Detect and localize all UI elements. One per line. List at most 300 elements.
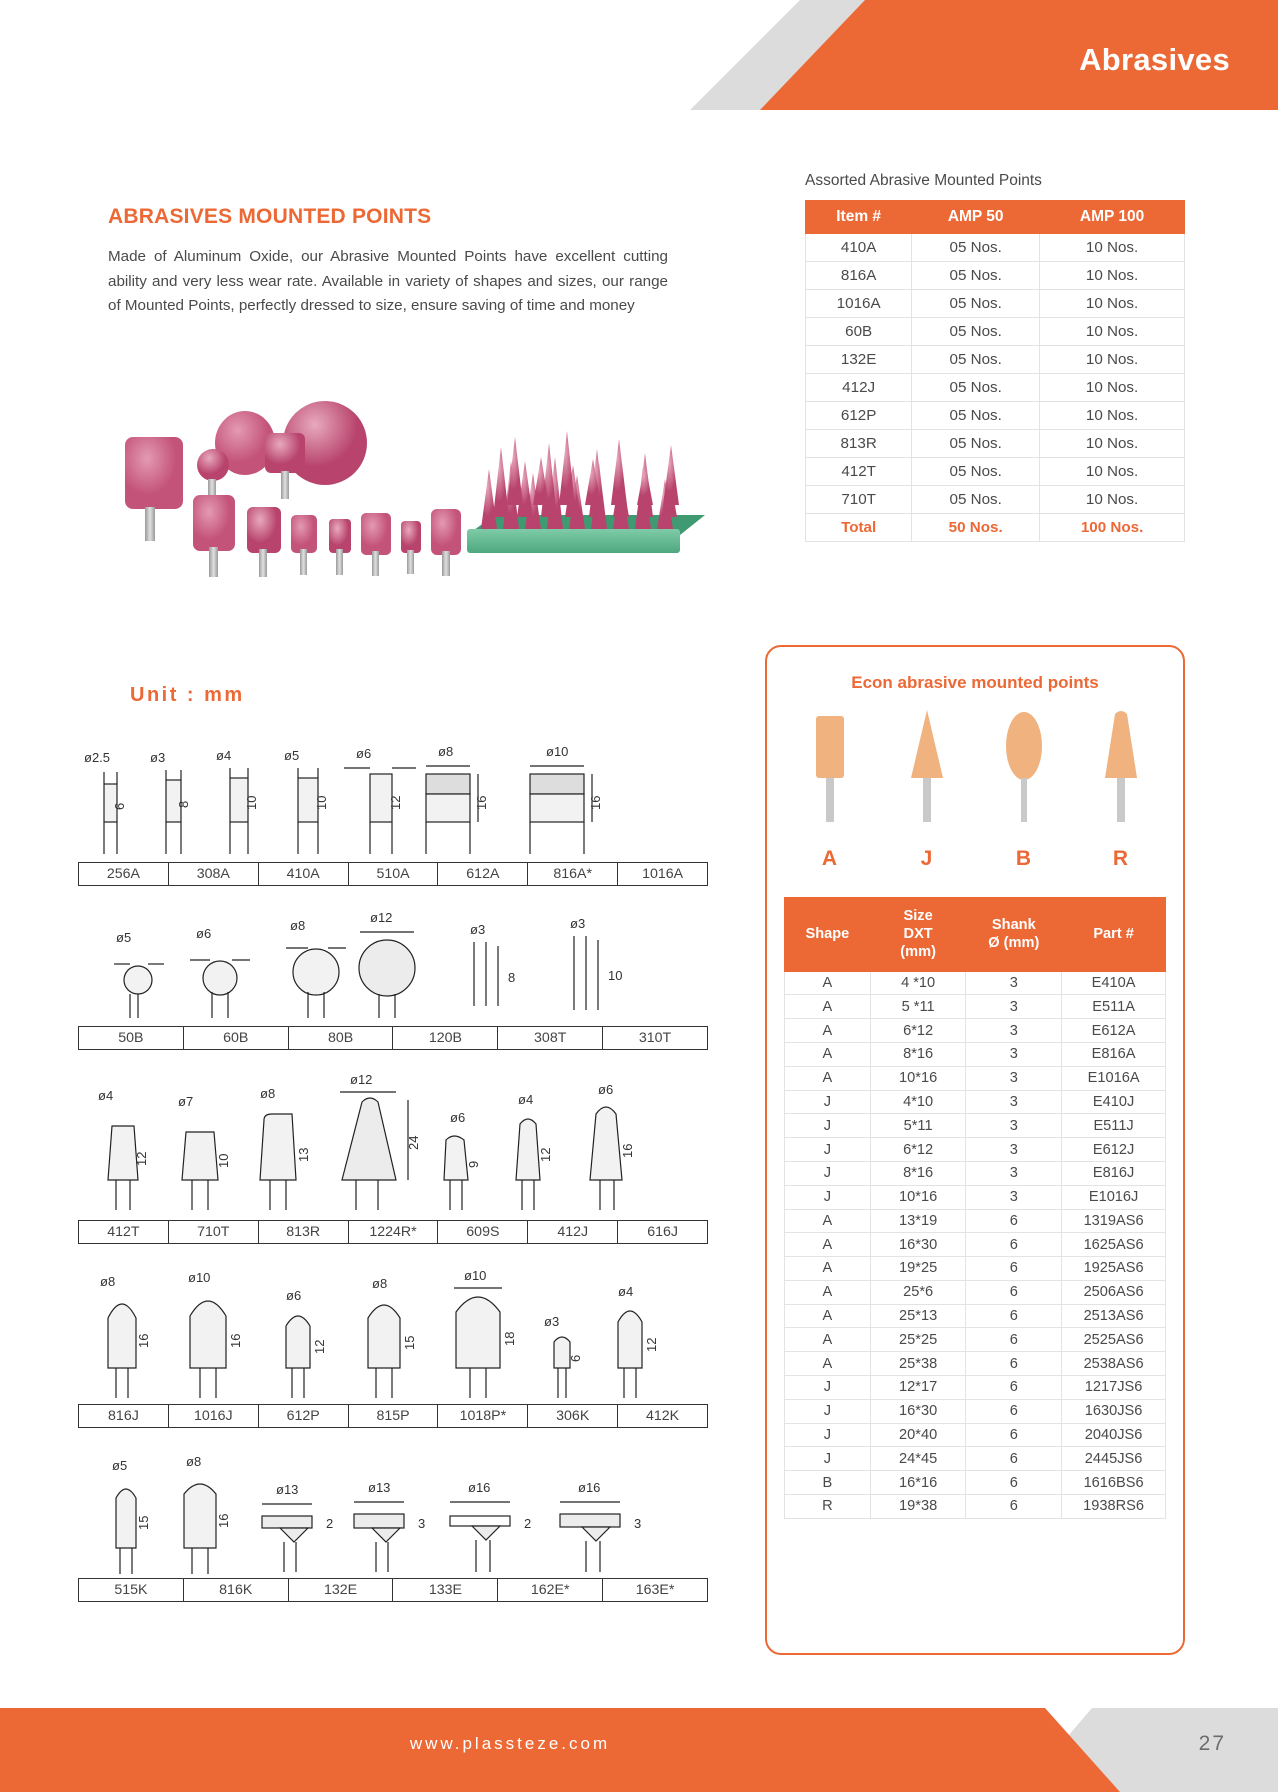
svg-text:ø4: ø4 <box>518 1092 534 1107</box>
svg-text:ø10: ø10 <box>546 744 569 759</box>
shape-cell: A <box>785 971 871 995</box>
column-header-amp50: AMP 50 <box>912 201 1040 234</box>
item-cell: 612P <box>806 402 912 430</box>
part-label: 132E <box>288 1578 393 1602</box>
part-cell: 1217JS6 <box>1062 1375 1166 1399</box>
drawing-row-2 <box>78 906 708 1050</box>
econ-shape-b <box>984 708 1064 871</box>
table-row <box>785 971 1166 995</box>
part-label: 308T <box>497 1026 602 1050</box>
svg-text:6: 6 <box>568 1354 583 1362</box>
shape-cell: A <box>785 1019 871 1043</box>
drawing-row-4-labels <box>78 1404 708 1428</box>
econ-shape-a <box>790 708 870 871</box>
svg-text:3: 3 <box>418 1516 426 1531</box>
svg-text:12: 12 <box>388 795 403 810</box>
part-label: 410A <box>258 862 348 886</box>
table-row <box>806 346 1185 374</box>
shank-cell: 3 <box>966 1090 1062 1114</box>
table-row <box>806 430 1185 458</box>
part-cell: E410J <box>1062 1090 1166 1114</box>
part-label: 256A <box>78 862 168 886</box>
part-cell: 1938RS6 <box>1062 1494 1166 1518</box>
svg-text:ø4: ø4 <box>216 748 232 763</box>
item-cell: 813R <box>806 430 912 458</box>
table-row <box>806 262 1185 290</box>
svg-text:16: 16 <box>216 1513 231 1528</box>
table-row <box>785 1494 1166 1518</box>
shape-cell: A <box>785 1328 871 1352</box>
svg-text:ø13: ø13 <box>276 1482 299 1497</box>
table-row <box>785 1043 1166 1067</box>
svg-text:ø13: ø13 <box>368 1480 391 1495</box>
part-label: 510A <box>348 862 438 886</box>
part-label: 515K <box>78 1578 183 1602</box>
amp50-cell: 05 Nos. <box>912 262 1040 290</box>
part-cell: E612A <box>1062 1019 1166 1043</box>
econ-shape-r <box>1081 708 1161 871</box>
part-cell: E511J <box>1062 1114 1166 1138</box>
drawing-row-3 <box>78 1070 708 1244</box>
part-label: 306K <box>527 1404 617 1428</box>
table-row <box>785 1375 1166 1399</box>
table-row <box>785 1328 1166 1352</box>
svg-text:16: 16 <box>228 1333 243 1348</box>
table-row <box>785 1304 1166 1328</box>
table-row <box>785 1066 1166 1090</box>
table-row <box>785 1114 1166 1138</box>
total-amp50: 50 Nos. <box>912 514 1040 542</box>
shank-cell: 6 <box>966 1375 1062 1399</box>
svg-text:12: 12 <box>644 1337 659 1352</box>
size-cell: 10*16 <box>870 1066 966 1090</box>
econ-specification-table <box>784 897 1166 1519</box>
part-cell: 2040JS6 <box>1062 1423 1166 1447</box>
part-cell: 2506AS6 <box>1062 1280 1166 1304</box>
svg-text:ø5: ø5 <box>284 748 300 763</box>
amp100-cell: 10 Nos. <box>1040 290 1185 318</box>
size-cell: 19*38 <box>870 1494 966 1518</box>
shape-cell: A <box>785 1257 871 1281</box>
part-cell: 1616BS6 <box>1062 1471 1166 1495</box>
shape-b-oval-icon <box>994 708 1054 828</box>
shank-cell: 3 <box>966 995 1062 1019</box>
svg-text:ø3: ø3 <box>150 750 166 765</box>
shape-j-cone-icon <box>897 708 957 828</box>
part-label: 816J <box>78 1404 168 1428</box>
shank-cell: 6 <box>966 1494 1062 1518</box>
part-label: 1018P* <box>437 1404 527 1428</box>
drawing-row-5-figures <box>78 1448 708 1578</box>
shape-cell: A <box>785 1233 871 1257</box>
svg-text:10: 10 <box>608 968 623 983</box>
amp100-cell: 10 Nos. <box>1040 318 1185 346</box>
svg-text:10: 10 <box>244 795 259 810</box>
item-cell: 1016A <box>806 290 912 318</box>
size-cell: 16*30 <box>870 1233 966 1257</box>
size-cell: 25*38 <box>870 1352 966 1376</box>
svg-text:16: 16 <box>136 1333 151 1348</box>
svg-text:16: 16 <box>474 795 489 810</box>
shape-cell: A <box>785 1352 871 1376</box>
table-row <box>785 1280 1166 1304</box>
part-label: 163E* <box>602 1578 708 1602</box>
svg-text:12: 12 <box>134 1151 149 1166</box>
svg-text:12: 12 <box>538 1147 553 1162</box>
drawing-row-5 <box>78 1448 708 1602</box>
table-row <box>785 1423 1166 1447</box>
drawing-row-2-labels <box>78 1026 708 1050</box>
table-row <box>806 318 1185 346</box>
size-cell: 6*12 <box>870 1138 966 1162</box>
size-cell: 20*40 <box>870 1423 966 1447</box>
amp100-cell: 10 Nos. <box>1040 346 1185 374</box>
econ-shape-letter: R <box>1112 847 1129 870</box>
part-label: 609S <box>437 1220 527 1244</box>
shape-cell: A <box>785 1304 871 1328</box>
amp100-cell: 10 Nos. <box>1040 402 1185 430</box>
table-row <box>785 1471 1166 1495</box>
shape-cell: A <box>785 1209 871 1233</box>
column-header-part: Part # <box>1062 898 1166 972</box>
size-cell: 5*11 <box>870 1114 966 1138</box>
part-label: 1016J <box>168 1404 258 1428</box>
svg-text:ø5: ø5 <box>116 930 132 945</box>
shank-cell: 3 <box>966 1185 1062 1209</box>
amp50-cell: 05 Nos. <box>912 430 1040 458</box>
size-cell: 10*16 <box>870 1185 966 1209</box>
amp50-cell: 05 Nos. <box>912 346 1040 374</box>
shape-cell: J <box>785 1090 871 1114</box>
table-row <box>806 486 1185 514</box>
size-line-1: Size <box>903 908 933 924</box>
item-cell: 816A <box>806 262 912 290</box>
shape-cell: J <box>785 1423 871 1447</box>
shank-cell: 6 <box>966 1328 1062 1352</box>
svg-text:24: 24 <box>406 1135 421 1150</box>
shank-cell: 3 <box>966 1114 1062 1138</box>
size-cell: 4*10 <box>870 1090 966 1114</box>
shape-cell: R <box>785 1494 871 1518</box>
svg-text:ø3: ø3 <box>570 916 586 931</box>
item-cell: 60B <box>806 318 912 346</box>
shank-cell: 6 <box>966 1423 1062 1447</box>
table-header-row <box>806 201 1185 234</box>
svg-text:8: 8 <box>176 800 191 808</box>
part-label: 816K <box>183 1578 288 1602</box>
svg-text:6: 6 <box>112 802 127 810</box>
table-row <box>806 290 1185 318</box>
econ-table-header-row <box>785 898 1166 972</box>
svg-text:12: 12 <box>312 1339 327 1354</box>
svg-text:15: 15 <box>136 1515 151 1530</box>
table-row <box>785 1138 1166 1162</box>
svg-text:8: 8 <box>508 970 516 985</box>
part-label: 710T <box>168 1220 258 1244</box>
table-row <box>785 1257 1166 1281</box>
svg-text:ø6: ø6 <box>196 926 212 941</box>
table-row <box>806 234 1185 262</box>
column-header-shape: Shape <box>785 898 871 972</box>
part-label: 412K <box>617 1404 708 1428</box>
shape-cell: B <box>785 1471 871 1495</box>
part-cell: 1625AS6 <box>1062 1233 1166 1257</box>
item-cell: 412T <box>806 458 912 486</box>
drawing-row-3-figures <box>78 1070 708 1220</box>
size-cell: 25*6 <box>870 1280 966 1304</box>
econ-shape-letter: J <box>920 847 933 870</box>
svg-text:ø10: ø10 <box>464 1268 487 1283</box>
table-row <box>785 1185 1166 1209</box>
shape-r-taper-icon <box>1091 708 1151 828</box>
svg-text:ø8: ø8 <box>260 1086 276 1101</box>
size-cell: 8*16 <box>870 1043 966 1067</box>
svg-text:2: 2 <box>326 1516 334 1531</box>
svg-text:ø8: ø8 <box>290 918 306 933</box>
column-header-shank <box>966 898 1062 972</box>
drawing-row-1-figures <box>78 740 708 862</box>
part-label: 308A <box>168 862 258 886</box>
svg-text:ø16: ø16 <box>578 1480 601 1495</box>
page-header <box>0 0 1278 110</box>
part-cell: E612J <box>1062 1138 1166 1162</box>
part-label: 1016A <box>617 862 708 886</box>
size-cell: 13*19 <box>870 1209 966 1233</box>
shape-cell: A <box>785 1043 871 1067</box>
part-label: 310T <box>602 1026 708 1050</box>
shank-cell: 6 <box>966 1280 1062 1304</box>
intro-paragraph: Made of Aluminum Oxide, our Abrasive Mounted Points have excellent cutting ability and very less wear rate. Available in variety of shapes and sizes, our range of Mounted Points, perfectly dressed to size, ensure saving of time and money <box>108 248 668 315</box>
shape-cell: J <box>785 1375 871 1399</box>
svg-text:ø3: ø3 <box>544 1314 560 1329</box>
drawing-row-5-labels <box>78 1578 708 1602</box>
part-label: 1224R* <box>348 1220 438 1244</box>
assorted-abrasive-table <box>805 200 1185 542</box>
svg-text:ø7: ø7 <box>178 1094 194 1109</box>
size-cell: 16*30 <box>870 1399 966 1423</box>
shank-cell: 3 <box>966 1138 1062 1162</box>
table-row <box>785 1399 1166 1423</box>
part-cell: E816J <box>1062 1161 1166 1185</box>
svg-text:15: 15 <box>402 1335 417 1350</box>
shank-cell: 3 <box>966 1066 1062 1090</box>
svg-text:16: 16 <box>620 1143 635 1158</box>
table-row <box>785 1233 1166 1257</box>
table-row <box>785 1352 1166 1376</box>
drawing-row-4-figures <box>78 1264 708 1404</box>
part-label: 80B <box>288 1026 393 1050</box>
size-cell: 5 *11 <box>870 995 966 1019</box>
shank-cell: 3 <box>966 1043 1062 1067</box>
intro-heading: ABRASIVES MOUNTED POINTS <box>108 205 432 228</box>
technical-drawings <box>78 740 708 1622</box>
amp100-cell: 10 Nos. <box>1040 430 1185 458</box>
svg-text:ø4: ø4 <box>618 1284 634 1299</box>
svg-text:2: 2 <box>524 1516 532 1531</box>
shank-line-2: Ø (mm) <box>988 935 1040 952</box>
shape-cell: J <box>785 1114 871 1138</box>
abrasive-points-photo <box>95 395 715 595</box>
drawing-row-2-figures <box>78 906 708 1026</box>
svg-text:ø3: ø3 <box>470 922 486 937</box>
shape-cell: J <box>785 1161 871 1185</box>
page-number: 27 <box>1198 1732 1226 1755</box>
table-row <box>785 995 1166 1019</box>
table-row <box>806 402 1185 430</box>
part-label: 815P <box>348 1404 438 1428</box>
econ-shape-j <box>887 708 967 871</box>
size-cell: 12*17 <box>870 1375 966 1399</box>
shape-cell: A <box>785 1066 871 1090</box>
svg-text:ø2.5: ø2.5 <box>84 750 111 765</box>
svg-text:ø16: ø16 <box>468 1480 491 1495</box>
total-row <box>806 514 1185 542</box>
size-cell: 19*25 <box>870 1257 966 1281</box>
shape-a-cylinder-icon <box>800 708 860 828</box>
svg-text:ø10: ø10 <box>188 1270 211 1285</box>
size-cell: 24*45 <box>870 1447 966 1471</box>
part-label: 60B <box>183 1026 288 1050</box>
svg-text:10: 10 <box>216 1153 231 1168</box>
table-row <box>806 458 1185 486</box>
part-cell: 2513AS6 <box>1062 1304 1166 1328</box>
size-line-2: DXT <box>903 926 933 943</box>
size-line-3: (mm) <box>900 944 936 961</box>
svg-text:ø6: ø6 <box>356 746 372 761</box>
amp100-cell: 10 Nos. <box>1040 234 1185 262</box>
part-label: 133E <box>392 1578 497 1602</box>
part-cell: 1319AS6 <box>1062 1209 1166 1233</box>
size-cell: 25*25 <box>870 1328 966 1352</box>
part-label: 120B <box>392 1026 497 1050</box>
drawing-row-1-labels <box>78 862 708 886</box>
shape-cell: A <box>785 995 871 1019</box>
svg-text:13: 13 <box>296 1147 311 1162</box>
table-row <box>806 374 1185 402</box>
table-row <box>785 1209 1166 1233</box>
svg-text:ø8: ø8 <box>100 1274 116 1289</box>
svg-text:ø8: ø8 <box>372 1276 388 1291</box>
product-photos <box>95 395 715 595</box>
amp50-cell: 05 Nos. <box>912 458 1040 486</box>
amp100-cell: 10 Nos. <box>1040 262 1185 290</box>
item-cell: 132E <box>806 346 912 374</box>
page-title: Abrasives <box>1079 42 1230 77</box>
size-cell: 25*13 <box>870 1304 966 1328</box>
shape-cell: J <box>785 1399 871 1423</box>
assorted-table-caption: Assorted Abrasive Mounted Points <box>805 172 1042 189</box>
svg-text:ø6: ø6 <box>286 1288 302 1303</box>
part-cell: E816A <box>1062 1043 1166 1067</box>
item-cell: 410A <box>806 234 912 262</box>
svg-text:16: 16 <box>588 795 603 810</box>
amp50-cell: 05 Nos. <box>912 486 1040 514</box>
econ-shape-illustrations <box>781 721 1169 871</box>
table-row <box>785 1161 1166 1185</box>
shank-cell: 6 <box>966 1209 1062 1233</box>
shank-cell: 6 <box>966 1471 1062 1495</box>
amp50-cell: 05 Nos. <box>912 318 1040 346</box>
svg-text:ø8: ø8 <box>186 1454 202 1469</box>
econ-panel <box>765 645 1185 1655</box>
part-cell: E511A <box>1062 995 1166 1019</box>
svg-text:18: 18 <box>502 1331 517 1346</box>
total-label: Total <box>806 514 912 542</box>
amp50-cell: 05 Nos. <box>912 290 1040 318</box>
part-label: 162E* <box>497 1578 602 1602</box>
svg-text:ø6: ø6 <box>598 1082 614 1097</box>
econ-panel-title: Econ abrasive mounted points <box>851 673 1099 692</box>
unit-label: Unit : mm <box>130 684 245 706</box>
part-label: 412J <box>527 1220 617 1244</box>
svg-text:3: 3 <box>634 1516 642 1531</box>
size-cell: 8*16 <box>870 1161 966 1185</box>
part-label: 612P <box>258 1404 348 1428</box>
table-row <box>785 1447 1166 1471</box>
part-label: 813R <box>258 1220 348 1244</box>
econ-shape-letter: B <box>1015 847 1032 870</box>
table-row <box>785 1019 1166 1043</box>
amp100-cell: 10 Nos. <box>1040 486 1185 514</box>
part-cell: 2538AS6 <box>1062 1352 1166 1376</box>
part-label: 412T <box>78 1220 168 1244</box>
svg-text:ø4: ø4 <box>98 1088 114 1103</box>
shank-cell: 6 <box>966 1257 1062 1281</box>
shank-cell: 3 <box>966 1019 1062 1043</box>
svg-text:ø5: ø5 <box>112 1458 128 1473</box>
drawing-row-3-labels <box>78 1220 708 1244</box>
amp50-cell: 05 Nos. <box>912 374 1040 402</box>
part-cell: E410A <box>1062 971 1166 995</box>
part-cell: E1016A <box>1062 1066 1166 1090</box>
part-label: 612A <box>437 862 527 886</box>
column-header-amp100: AMP 100 <box>1040 201 1185 234</box>
shank-cell: 6 <box>966 1352 1062 1376</box>
amp50-cell: 05 Nos. <box>912 234 1040 262</box>
size-cell: 16*16 <box>870 1471 966 1495</box>
shank-line-1: Shank <box>991 917 1036 934</box>
part-label: 50B <box>78 1026 183 1050</box>
size-cell: 6*12 <box>870 1019 966 1043</box>
part-cell: 1630JS6 <box>1062 1399 1166 1423</box>
svg-text:10: 10 <box>314 795 329 810</box>
shank-cell: 3 <box>966 1161 1062 1185</box>
shank-cell: 3 <box>966 971 1062 995</box>
column-header-size <box>870 898 966 972</box>
svg-text:ø12: ø12 <box>370 910 393 925</box>
shank-cell: 6 <box>966 1447 1062 1471</box>
econ-shape-letter: A <box>821 847 838 870</box>
amp100-cell: 10 Nos. <box>1040 458 1185 486</box>
shape-cell: J <box>785 1185 871 1209</box>
table-row <box>785 1090 1166 1114</box>
shape-cell: A <box>785 1280 871 1304</box>
drawing-row-1 <box>78 740 708 886</box>
amp50-cell: 05 Nos. <box>912 402 1040 430</box>
shank-cell: 6 <box>966 1399 1062 1423</box>
svg-text:ø6: ø6 <box>450 1110 466 1125</box>
size-cell: 4 *10 <box>870 971 966 995</box>
footer-website-url[interactable]: www.plassteze.com <box>409 1734 611 1753</box>
item-cell: 412J <box>806 374 912 402</box>
svg-text:9: 9 <box>466 1160 481 1168</box>
shape-cell: J <box>785 1138 871 1162</box>
shank-cell: 6 <box>966 1304 1062 1328</box>
part-cell: 1925AS6 <box>1062 1257 1166 1281</box>
part-label: 816A* <box>527 862 617 886</box>
amp100-cell: 10 Nos. <box>1040 374 1185 402</box>
svg-text:ø8: ø8 <box>438 744 454 759</box>
